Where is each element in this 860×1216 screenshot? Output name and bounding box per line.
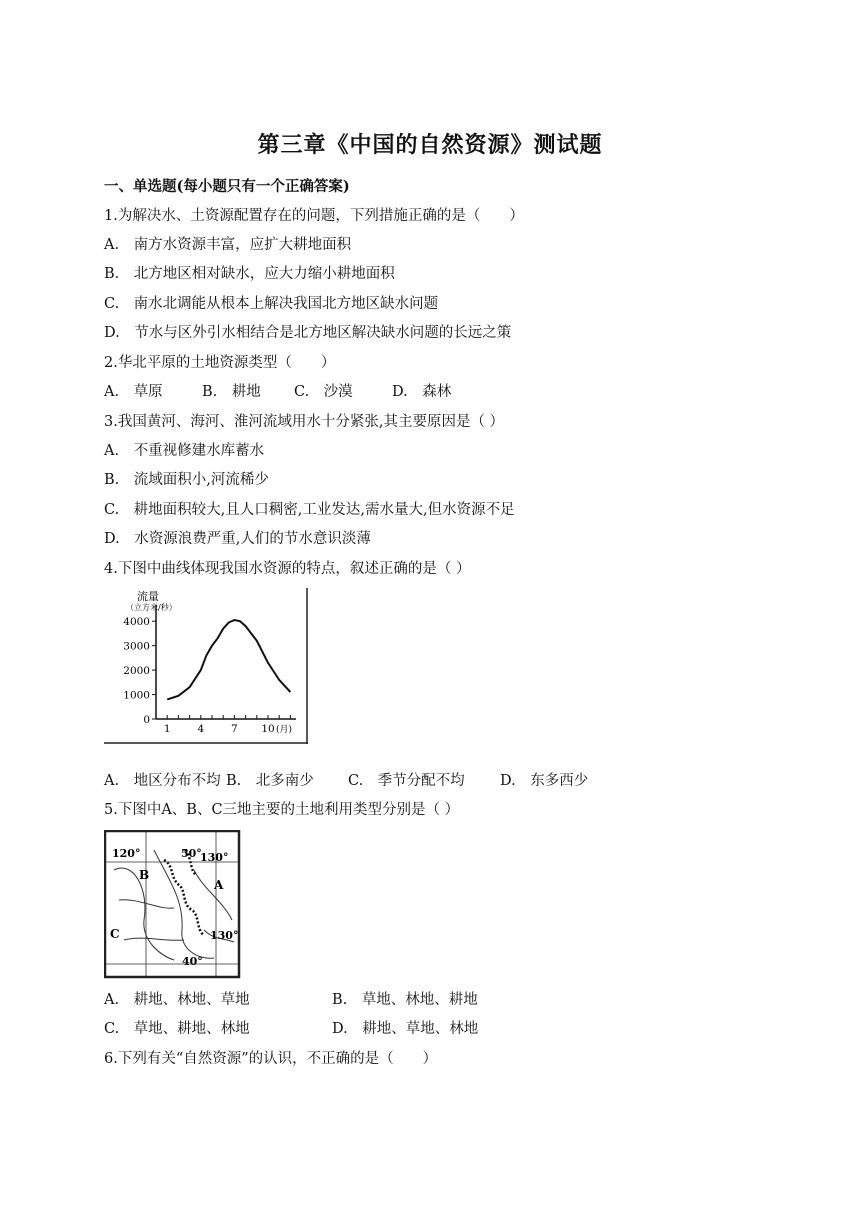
map-label-40: 40°	[182, 955, 203, 968]
question-4-option-a: A. 地区分布不均	[104, 773, 221, 789]
map-label-50: 50°	[181, 847, 202, 860]
question-2-option-c: C. 沙漠	[294, 384, 353, 400]
river-flow-chart	[104, 586, 310, 746]
map-label-130-right: 130°	[210, 929, 239, 942]
question-3-option-a: A. 不重视修建水库蓄水	[104, 443, 265, 459]
question-4-option-b: B. 北多南少	[226, 773, 314, 789]
question-5-option-b: B. 草地、林地、耕地	[332, 992, 478, 1008]
question-1-option-b: B. 北方地区相对缺水，应大力缩小耕地面积	[104, 266, 395, 282]
map-label-a: A	[214, 878, 224, 892]
question-5-stem: 5.下图中A、B、C三地主要的土地利用类型分别是（ ）	[104, 802, 460, 818]
question-2-stem: 2.华北平原的土地资源类型（ ）	[104, 355, 336, 371]
question-5-options-row1	[104, 991, 478, 1009]
question-2-options	[104, 383, 451, 401]
question-5-option-a: A. 耕地、林地、草地	[104, 992, 250, 1008]
question-4-option-c: C. 季节分配不均	[348, 773, 465, 789]
y-tick-label: 3000	[123, 640, 150, 653]
y-axis-label: 流量	[137, 590, 159, 603]
question-5-options-row2	[104, 1020, 478, 1038]
question-5-option-d: D. 耕地、草地、林地	[332, 1021, 479, 1037]
question-1-stem: 1.为解决水、土资源配置存在的问题，下列措施正确的是（ ）	[104, 208, 524, 224]
question-3-option-b: B. 流域面积小,河流稀少	[104, 472, 269, 488]
question-1-option-d: D. 节水与区外引水相结合是北方地区解决缺水问题的长远之策	[104, 325, 512, 341]
map-label-120: 120°	[112, 847, 141, 860]
question-6-stem: 6.下列有关“自然资源”的认识，不正确的是（ ）	[104, 1051, 438, 1067]
question-2-option-d: D. 森林	[392, 384, 452, 400]
question-1-option-a: A. 南方水资源丰富，应扩大耕地面积	[104, 237, 352, 253]
question-3-option-d: D. 水资源浪费严重,人们的节水意识淡薄	[104, 531, 371, 547]
x-tick-label: 10	[261, 723, 275, 735]
map-label-b: B	[139, 868, 150, 882]
question-2-option-a: A. 草原	[104, 384, 163, 400]
y-tick-label: 2000	[123, 665, 150, 678]
question-5-option-c: C. 草地、耕地、林地	[104, 1021, 250, 1037]
map-label-c: C	[110, 927, 120, 941]
northeast-china-map	[104, 830, 242, 980]
map-label-130-top: 130°	[200, 851, 229, 864]
y-tick-label: 1000	[123, 689, 150, 702]
y-tick-label: 4000	[123, 616, 150, 629]
question-4-stem: 4.下图中曲线体现我国水资源的特点，叙述正确的是（ ）	[104, 561, 471, 577]
question-2-option-b: B. 耕地	[202, 384, 261, 400]
x-axis-unit: (月)	[276, 725, 293, 735]
y-axis-unit: （立方米/秒）	[126, 603, 177, 612]
y-tick-label: 0	[143, 714, 150, 726]
x-tick-label: 4	[197, 723, 205, 735]
question-3-stem: 3.我国黄河、海河、淮河流域用水十分紧张,其主要原因是（ ）	[104, 414, 505, 430]
page-title: 第三章《中国的自然资源》测试题	[257, 132, 603, 158]
question-4-options	[104, 772, 588, 790]
question-1-option-c: C. 南水北调能从根本上解决我国北方地区缺水问题	[104, 296, 439, 312]
section-heading: 一、单选题(每小题只有一个正确答案)	[104, 178, 350, 195]
x-tick-label: 7	[231, 723, 238, 735]
question-3-option-c: C. 耕地面积较大,且人口稠密,工业发达,需水量大,但水资源不足	[104, 502, 515, 518]
question-4-option-d: D. 东多西少	[500, 773, 589, 789]
x-tick-label: 1	[163, 723, 171, 735]
